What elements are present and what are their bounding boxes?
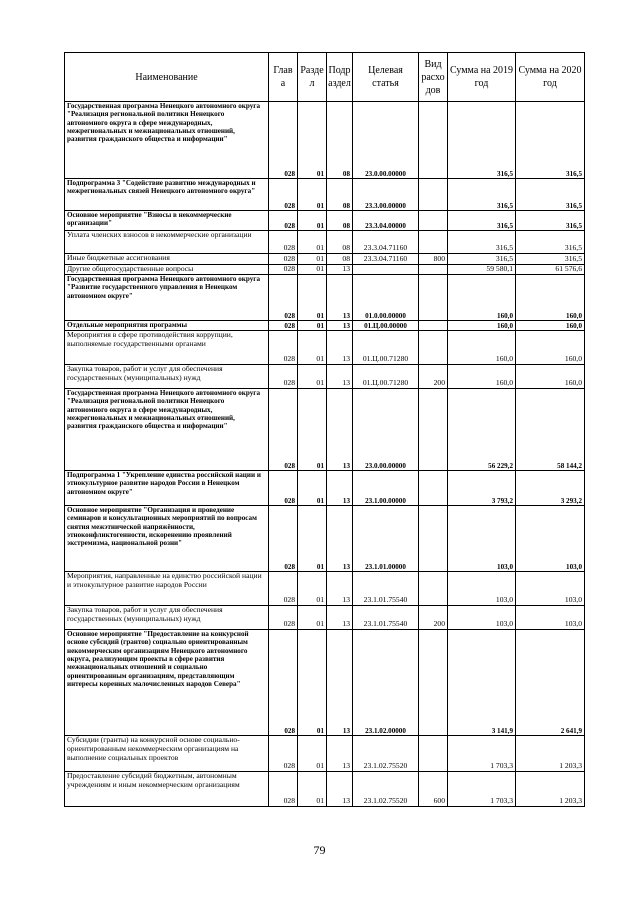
- table-row: [65, 211, 585, 231]
- row-sum2019-cell: 160,0: [448, 365, 516, 389]
- row-name-cell: Предоставление субсидий бюджетным, автономным учреждениям и иным некоммерческим организациям: [65, 772, 269, 807]
- row-podrazdel-cell: 13: [327, 736, 353, 772]
- row-target-cell: [353, 265, 419, 275]
- header-vid: Вид расхо дов: [419, 53, 448, 102]
- row-sum2020-cell: 1 203,3: [516, 772, 585, 807]
- row-glava-cell: 028: [269, 572, 298, 606]
- row-glava-cell: 028: [269, 772, 298, 807]
- row-podrazdel-cell: 13: [327, 572, 353, 606]
- row-target-cell: 23.1.02.00000: [353, 630, 419, 736]
- row-name-cell: Подпрограмма 3 "Содействие развитию международных и межрегиональных связей Ненецкого автономного округа": [65, 179, 269, 211]
- row-podrazdel-cell: 13: [327, 606, 353, 630]
- row-sum2019-cell: 160,0: [448, 275, 516, 321]
- row-sum2019-cell: 160,0: [448, 321, 516, 331]
- row-razdel-cell: 01: [298, 736, 327, 772]
- row-glava-cell: 028: [269, 102, 298, 179]
- row-razdel-cell: 01: [298, 179, 327, 211]
- row-name-cell: Мероприятия в сфере противодействия коррупции, выполняемые государственными органами: [65, 331, 269, 365]
- row-sum2019-cell: 316,5: [448, 102, 516, 179]
- table-row: [65, 275, 585, 321]
- header-razdel: Разде л: [298, 53, 327, 102]
- row-glava-cell: 028: [269, 331, 298, 365]
- table-row: [65, 506, 585, 572]
- row-sum2019-cell: 316,5: [448, 211, 516, 231]
- row-sum2020-cell: 61 576,6: [516, 265, 585, 275]
- row-target-cell: 23.3.04.71160: [353, 254, 419, 265]
- row-vid-cell: 600: [419, 772, 448, 807]
- row-sum2019-cell: 1 703,3: [448, 736, 516, 772]
- row-razdel-cell: 01: [298, 102, 327, 179]
- row-vid-cell: [419, 211, 448, 231]
- row-sum2020-cell: 3 293,2: [516, 471, 585, 506]
- row-target-cell: 23.1.02.75520: [353, 736, 419, 772]
- row-podrazdel-cell: 13: [327, 389, 353, 471]
- row-podrazdel-cell: 13: [327, 275, 353, 321]
- row-name-cell: Закупка товаров, работ и услуг для обеспечения государственных (муниципальных) нужд: [65, 606, 269, 630]
- row-sum2020-cell: 316,5: [516, 102, 585, 179]
- row-vid-cell: 800: [419, 254, 448, 265]
- row-target-cell: 01.Ц.00.71280: [353, 365, 419, 389]
- row-vid-cell: [419, 102, 448, 179]
- header-podrazdel: Подр аздел: [327, 53, 353, 102]
- header-row: [65, 53, 585, 102]
- row-target-cell: 23.3.04.00000: [353, 211, 419, 231]
- row-target-cell: 23.1.01.75540: [353, 572, 419, 606]
- row-podrazdel-cell: 13: [327, 365, 353, 389]
- table-row: [65, 389, 585, 471]
- row-name-cell: Иные бюджетные ассигнования: [65, 254, 269, 265]
- row-razdel-cell: 01: [298, 389, 327, 471]
- table-row: [65, 265, 585, 275]
- row-name-cell: Закупка товаров, работ и услуг для обеспечения государственных (муниципальных) нужд: [65, 365, 269, 389]
- row-razdel-cell: 01: [298, 471, 327, 506]
- row-sum2019-cell: 103,0: [448, 506, 516, 572]
- row-target-cell: 23.1.01.00000: [353, 506, 419, 572]
- row-sum2019-cell: 59 580,1: [448, 265, 516, 275]
- row-sum2020-cell: 103,0: [516, 572, 585, 606]
- row-sum2020-cell: 2 641,9: [516, 630, 585, 736]
- row-sum2020-cell: 103,0: [516, 506, 585, 572]
- table-row: [65, 321, 585, 331]
- row-podrazdel-cell: 13: [327, 630, 353, 736]
- table-row: [65, 572, 585, 606]
- row-razdel-cell: 01: [298, 772, 327, 807]
- row-sum2019-cell: 56 229,2: [448, 389, 516, 471]
- row-vid-cell: [419, 736, 448, 772]
- row-vid-cell: [419, 506, 448, 572]
- table-row: [65, 102, 585, 179]
- row-glava-cell: 028: [269, 254, 298, 265]
- table-row: [65, 606, 585, 630]
- row-sum2020-cell: 316,5: [516, 179, 585, 211]
- row-sum2019-cell: 3 141,9: [448, 630, 516, 736]
- row-target-cell: 23.0.00.00000: [353, 389, 419, 471]
- row-razdel-cell: 01: [298, 572, 327, 606]
- row-vid-cell: 200: [419, 606, 448, 630]
- row-podrazdel-cell: 13: [327, 321, 353, 331]
- row-target-cell: 01.Ц.00.00000: [353, 321, 419, 331]
- row-glava-cell: 028: [269, 365, 298, 389]
- row-glava-cell: 028: [269, 606, 298, 630]
- row-name-cell: Основное мероприятие "Организация и проведение семинаров и консультационных мероприятий по вопросам снятия межэтнической напряжённости, этноконфликтогенности, искоренению проявлений экстремизма, национальной розни": [65, 506, 269, 572]
- row-glava-cell: 028: [269, 231, 298, 254]
- row-name-cell: Другие общегосударственные вопросы: [65, 265, 269, 275]
- row-vid-cell: [419, 231, 448, 254]
- row-vid-cell: [419, 331, 448, 365]
- row-sum2019-cell: 316,5: [448, 231, 516, 254]
- row-name-cell: Основное мероприятие "Предоставление на конкурсной основе субсидий (грантов) социально ориентированным некоммерческим организациям Ненецкого автономного округа, реализующим проекты в сфере развития межнациональных отношений и социально ориентированным организациям, представляющим интересы коренных малочисленных народов Севера": [65, 630, 269, 736]
- row-podrazdel-cell: 13: [327, 506, 353, 572]
- row-sum2019-cell: 316,5: [448, 254, 516, 265]
- row-vid-cell: [419, 179, 448, 211]
- row-name-cell: Подпрограмма 1 "Укрепление единства российской нации и этнокультурное развитие народов России в Ненецком автономном округе": [65, 471, 269, 506]
- row-name-cell: Государственная программа Ненецкого автономного округа "Развитие государственного управления в Ненецком автономном округе": [65, 275, 269, 321]
- row-name-cell: Отдельные мероприятия программы: [65, 321, 269, 331]
- header-sum2019: Сумма на 2019 год: [448, 53, 516, 102]
- row-sum2019-cell: 103,0: [448, 606, 516, 630]
- row-podrazdel-cell: 13: [327, 331, 353, 365]
- row-glava-cell: 028: [269, 275, 298, 321]
- row-sum2020-cell: 160,0: [516, 275, 585, 321]
- row-razdel-cell: 01: [298, 331, 327, 365]
- table-body: [65, 102, 585, 807]
- row-razdel-cell: 01: [298, 606, 327, 630]
- header-target: Целевая статья: [353, 53, 419, 102]
- table-row: [65, 630, 585, 736]
- row-sum2020-cell: 103,0: [516, 606, 585, 630]
- row-vid-cell: 200: [419, 365, 448, 389]
- row-glava-cell: 028: [269, 471, 298, 506]
- row-razdel-cell: 01: [298, 506, 327, 572]
- row-target-cell: 23.0.00.00000: [353, 102, 419, 179]
- row-sum2020-cell: 160,0: [516, 365, 585, 389]
- row-sum2019-cell: 1 703,3: [448, 772, 516, 807]
- row-sum2019-cell: 103,0: [448, 572, 516, 606]
- row-target-cell: 23.3.00.00000: [353, 179, 419, 211]
- row-sum2020-cell: 1 203,3: [516, 736, 585, 772]
- budget-table: [64, 52, 585, 807]
- table-row: [65, 331, 585, 365]
- table-row: [65, 231, 585, 254]
- table-row: [65, 772, 585, 807]
- row-vid-cell: [419, 630, 448, 736]
- row-vid-cell: [419, 275, 448, 321]
- header-name: Наименование: [65, 53, 269, 102]
- page-number: 79: [313, 843, 326, 857]
- row-sum2020-cell: 160,0: [516, 321, 585, 331]
- row-podrazdel-cell: 08: [327, 179, 353, 211]
- row-vid-cell: [419, 471, 448, 506]
- row-vid-cell: [419, 265, 448, 275]
- row-glava-cell: 028: [269, 265, 298, 275]
- row-sum2020-cell: 160,0: [516, 331, 585, 365]
- row-sum2020-cell: 316,5: [516, 254, 585, 265]
- row-podrazdel-cell: 13: [327, 772, 353, 807]
- row-podrazdel-cell: 08: [327, 102, 353, 179]
- row-razdel-cell: 01: [298, 231, 327, 254]
- row-razdel-cell: 01: [298, 211, 327, 231]
- row-sum2020-cell: 316,5: [516, 211, 585, 231]
- row-podrazdel-cell: 08: [327, 254, 353, 265]
- row-razdel-cell: 01: [298, 254, 327, 265]
- row-razdel-cell: 01: [298, 321, 327, 331]
- row-target-cell: 23.1.02.75520: [353, 772, 419, 807]
- header-sum2020: Сумма на 2020 год: [516, 53, 585, 102]
- row-target-cell: 23.3.04.71160: [353, 231, 419, 254]
- row-razdel-cell: 01: [298, 365, 327, 389]
- row-target-cell: 01.0.00.00000: [353, 275, 419, 321]
- row-name-cell: Уплата членских взносов в некоммерческие организации: [65, 231, 269, 254]
- row-name-cell: Мероприятия, направленные на единство российской нации и этнокультурное развитие народов России: [65, 572, 269, 606]
- row-podrazdel-cell: 13: [327, 265, 353, 275]
- row-name-cell: Основное мероприятие "Взносы в некоммерческие организации": [65, 211, 269, 231]
- row-glava-cell: 028: [269, 211, 298, 231]
- row-podrazdel-cell: 13: [327, 471, 353, 506]
- row-glava-cell: 028: [269, 736, 298, 772]
- row-glava-cell: 028: [269, 506, 298, 572]
- row-vid-cell: [419, 389, 448, 471]
- row-podrazdel-cell: 08: [327, 231, 353, 254]
- row-sum2019-cell: 160,0: [448, 331, 516, 365]
- row-glava-cell: 028: [269, 179, 298, 211]
- row-glava-cell: 028: [269, 389, 298, 471]
- table-row: [65, 179, 585, 211]
- table-row: [65, 736, 585, 772]
- row-vid-cell: [419, 321, 448, 331]
- header-glava: Глав а: [269, 53, 298, 102]
- table-row: [65, 471, 585, 506]
- row-target-cell: 01.Ц.00.71280: [353, 331, 419, 365]
- row-razdel-cell: 01: [298, 275, 327, 321]
- row-glava-cell: 028: [269, 321, 298, 331]
- row-target-cell: 23.1.00.00000: [353, 471, 419, 506]
- row-podrazdel-cell: 08: [327, 211, 353, 231]
- row-target-cell: 23.1.01.75540: [353, 606, 419, 630]
- row-sum2020-cell: 316,5: [516, 231, 585, 254]
- row-razdel-cell: 01: [298, 265, 327, 275]
- row-glava-cell: 028: [269, 630, 298, 736]
- table-row: [65, 254, 585, 265]
- row-razdel-cell: 01: [298, 630, 327, 736]
- row-name-cell: Государственная программа Ненецкого автономного округа "Реализация региональной политики Ненецкого автономного округа в сфере международных, межрегиональных и межнациональных отношений, развития гражданского общества и информации": [65, 389, 269, 471]
- row-name-cell: Государственная программа Ненецкого автономного округа "Реализация региональной политики Ненецкого автономного округа в сфере международных, межрегиональных и межнациональных отношений, развития гражданского общества и информации": [65, 102, 269, 179]
- row-vid-cell: [419, 572, 448, 606]
- row-sum2019-cell: 316,5: [448, 179, 516, 211]
- row-sum2019-cell: 3 793,2: [448, 471, 516, 506]
- table-row: [65, 365, 585, 389]
- row-sum2020-cell: 58 144,2: [516, 389, 585, 471]
- row-name-cell: Субсидии (гранты) на конкурсной основе социально-ориентированным некоммерческим организациям на выполнение социальных проектов: [65, 736, 269, 772]
